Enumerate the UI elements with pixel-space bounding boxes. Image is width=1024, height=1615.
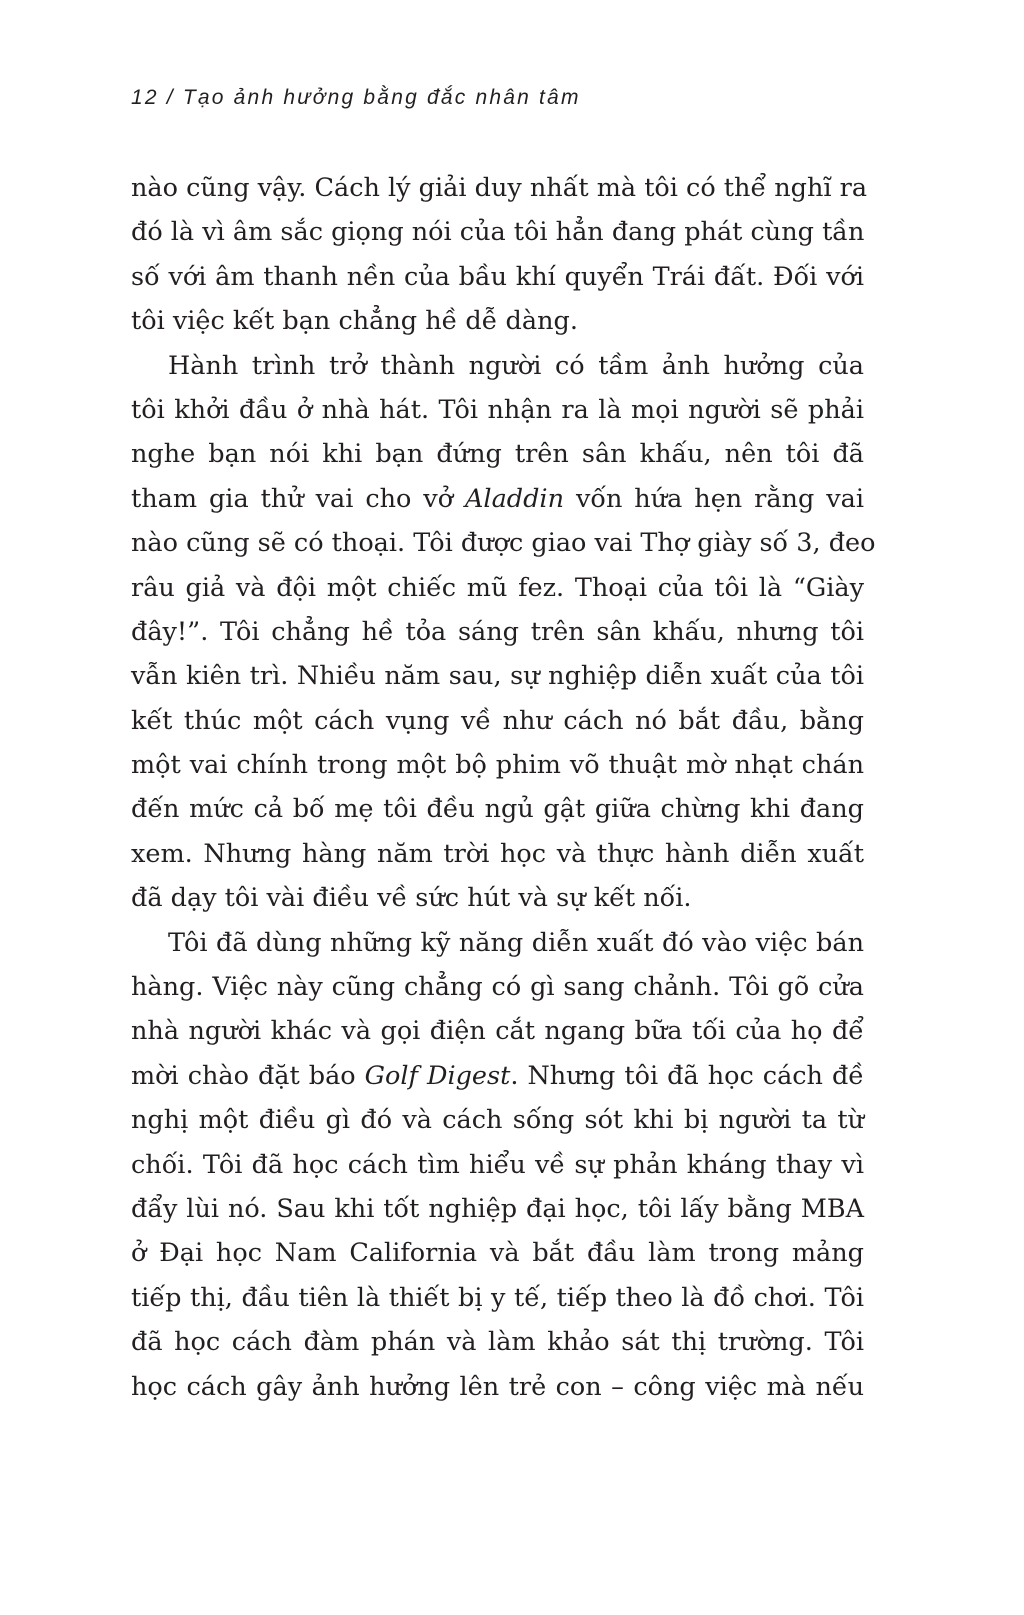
text-line [131,654,864,698]
text-segment: ở Đại học Nam California và bắt đầu làm trong mảng [131,1238,864,1269]
text-line [131,1187,864,1231]
text-segment: . Nhưng tôi đã học cách đề [510,1060,864,1091]
text-segment: nghe bạn nói khi bạn đứng trên sân khấu, nên tôi đã [131,439,864,470]
text-line [131,610,864,654]
text-segment: mời chào đặt báo [131,1060,365,1091]
text-segment: đây!”. Tôi chẳng hề tỏa sáng trên sân khấu, nhưng tôi [131,616,864,647]
text-segment: nào cũng sẽ có thoại. Tôi được giao vai Thợ giày số 3, đeo [131,528,876,559]
text-segment: tôi khởi đầu ở nhà hát. Tôi nhận ra là mọi người sẽ phải [131,394,864,425]
text-line [131,876,864,920]
paragraph [131,344,876,921]
text-segment: tham gia thử vai cho vở [131,483,466,514]
text-line [131,432,864,476]
text-segment: chối. Tôi đã học cách tìm hiểu về sự phản kháng thay vì [131,1149,864,1180]
text-line [131,388,864,432]
text-line [131,1054,864,1098]
text-line [131,344,864,388]
text-line [131,521,876,565]
text-line [131,743,864,787]
text-line [131,166,868,210]
text-segment: một vai chính trong một bộ phim võ thuật mờ nhạt chán [131,750,864,781]
text-segment: Tôi đã dùng những kỹ năng diễn xuất đó vào việc bán [168,927,864,958]
text-line [131,210,864,254]
text-segment: Hành trình trở thành người có tầm ảnh hưởng của [168,350,864,381]
body-text [131,166,876,1409]
text-line [131,299,864,343]
text-segment: đã dạy tôi vài điều về sức hút và sự kết nối. [131,883,692,914]
italic-title: Golf Digest [364,1060,511,1091]
text-segment: số với âm thanh nền của bầu khí quyển Trái đất. Đối với [131,261,864,292]
text-line [131,921,864,965]
text-line [131,965,864,1009]
paragraph [131,166,868,344]
italic-title: Aladdin [465,483,565,514]
text-line [131,1231,864,1275]
text-segment: hàng. Việc này cũng chẳng có gì sang chảnh. Tôi gõ cửa [131,972,864,1003]
text-segment: nghị một điều gì đó và cách sống sót khi bị người ta từ [131,1105,864,1136]
text-segment: tiếp thị, đầu tiên là thiết bị y tế, tiếp theo là đồ chơi. Tôi [131,1282,864,1313]
text-line [131,787,864,831]
text-segment: vốn hứa hẹn rằng vai [564,483,864,514]
text-segment: kết thúc một cách vụng về như cách nó bắt đầu, bằng [131,705,864,736]
text-line [131,699,864,743]
text-segment: đã học cách đàm phán và làm khảo sát thị trường. Tôi [131,1327,864,1358]
text-line [131,1098,864,1142]
text-line [131,1276,864,1320]
text-segment: học cách gây ảnh hưởng lên trẻ con – công việc mà nếu [131,1371,864,1402]
text-segment: nào cũng vậy. Cách lý giải duy nhất mà tôi có thể nghĩ ra [131,173,868,203]
paragraph [131,921,864,1409]
text-segment: râu giả và đội một chiếc mũ fez. Thoại của tôi là “Giày [131,572,864,603]
text-line [131,477,864,521]
text-line [131,1143,864,1187]
text-segment: vẫn kiên trì. Nhiều năm sau, sự nghiệp diễn xuất của tôi [131,661,864,692]
text-line [131,832,864,876]
text-line [131,566,864,610]
text-segment: đến mức cả bố mẹ tôi đều ngủ gật giữa chừng khi đang [131,794,864,825]
text-segment: xem. Nhưng hàng năm trời học và thực hành diễn xuất [131,838,864,869]
text-line [131,255,864,299]
text-segment: nhà người khác và gọi điện cắt ngang bữa tối của họ để [131,1016,864,1047]
text-segment: tôi việc kết bạn chẳng hề dễ dàng. [131,306,578,337]
running-header: 12 / Tạo ảnh hưởng bằng đắc nhân tâm [131,86,581,109]
text-segment: đẩy lùi nó. Sau khi tốt nghiệp đại học, tôi lấy bằng MBA [131,1193,864,1224]
text-line [131,1365,864,1409]
text-segment: đó là vì âm sắc giọng nói của tôi hẳn đang phát cùng tần [131,217,865,248]
text-line [131,1009,864,1053]
text-line [131,1320,864,1364]
